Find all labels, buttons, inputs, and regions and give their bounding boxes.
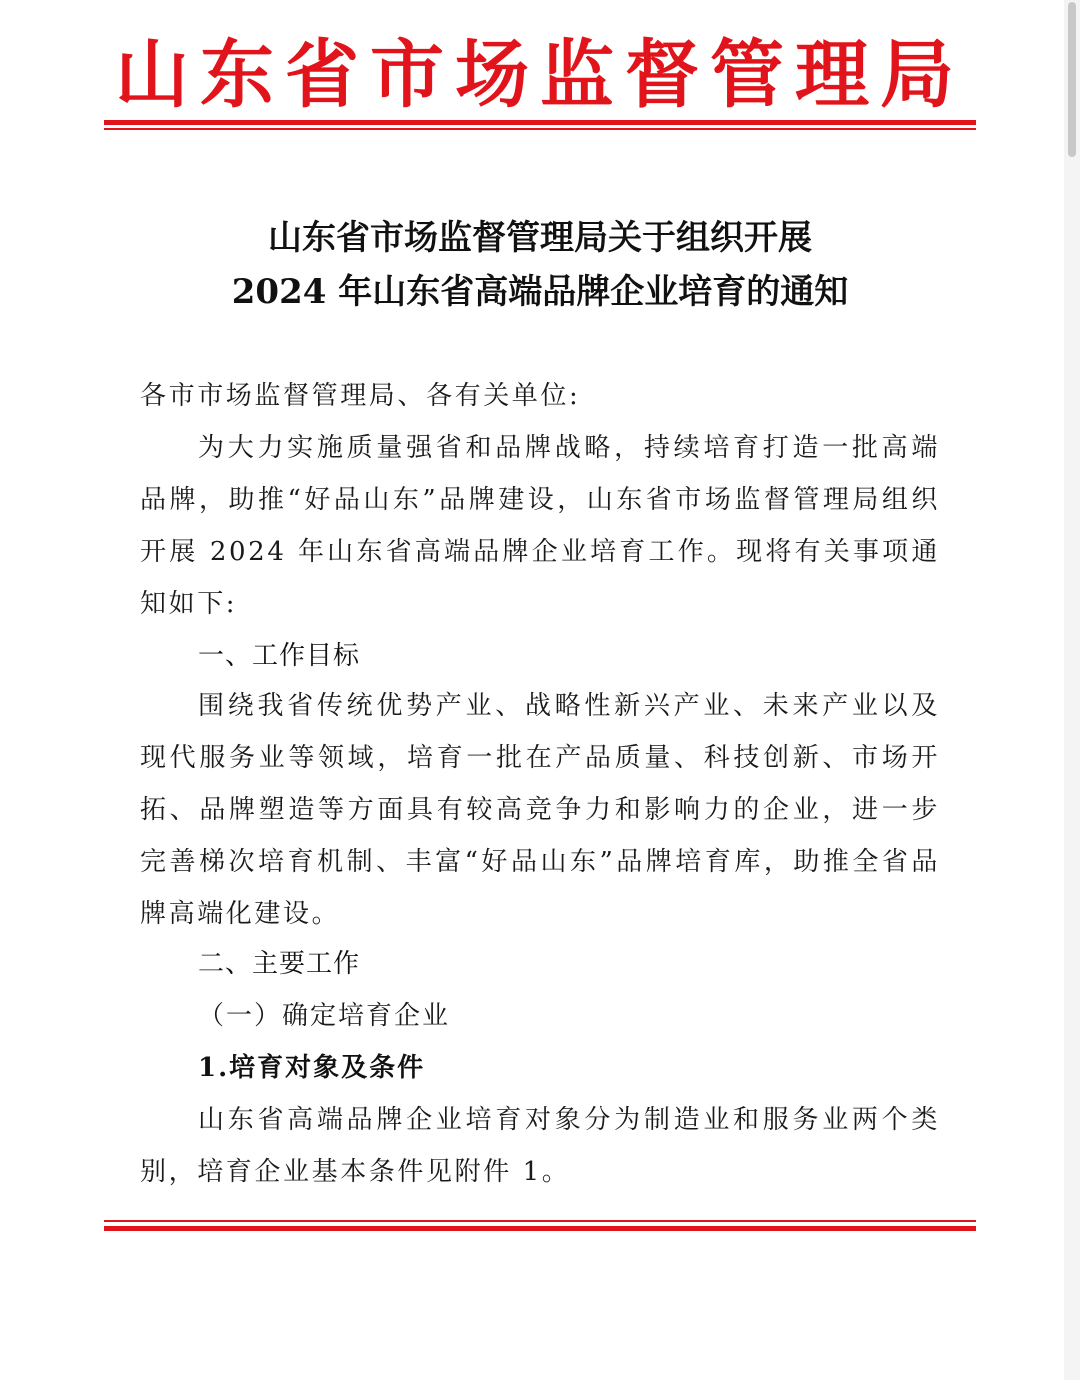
letterhead-rule-thin (104, 128, 976, 130)
item1-paragraph: 山东省高端品牌企业培育对象分为制造业和服务业两个类别，培育企业基本条件见附件 1。 (140, 1105, 940, 1187)
footer-rule-thick (104, 1226, 976, 1231)
section2-heading: 二、主要工作 (198, 949, 361, 979)
section1-paragraph: 围绕我省传统优势产业、战略性新兴产业、未来产业以及现代服务业等领域，培育一批在产品质量、科技创新、市场开拓、品牌塑造等方面具有较高竞争力和影响力的企业，进一步完善梯次培育机制、丰富“好品山东”品牌培育库，助推全省品牌高端化建设。 (140, 691, 940, 929)
footer-rule-thin (104, 1220, 976, 1222)
section1-heading: 一、工作目标 (198, 641, 361, 671)
item1-heading: 1.培育对象及条件 (198, 1053, 426, 1083)
letterhead-org-name: 山东省市场监督管理局 (115, 32, 965, 118)
document-title-line2: 2024 年山东省高端品牌企业培育的通知 (231, 272, 849, 312)
letterhead-rule-thick (104, 120, 976, 125)
section2-subheading: （一）确定培育企业 (198, 1001, 451, 1031)
intro-paragraph: 为大力实施质量强省和品牌战略，持续培育打造一批高端品牌，助推“好品山东”品牌建设，山东省市场监督管理局组织开展 2024 年山东省高端品牌企业培育工作。现将有关事项通知如下: (140, 433, 940, 619)
salutation: 各市市场监督管理局、各有关单位: (140, 381, 581, 411)
document-title-line1: 山东省市场监督管理局关于组织开展 (268, 218, 812, 258)
scrollbar-track[interactable] (1064, 0, 1080, 1380)
scrollbar-thumb[interactable] (1068, 2, 1076, 157)
